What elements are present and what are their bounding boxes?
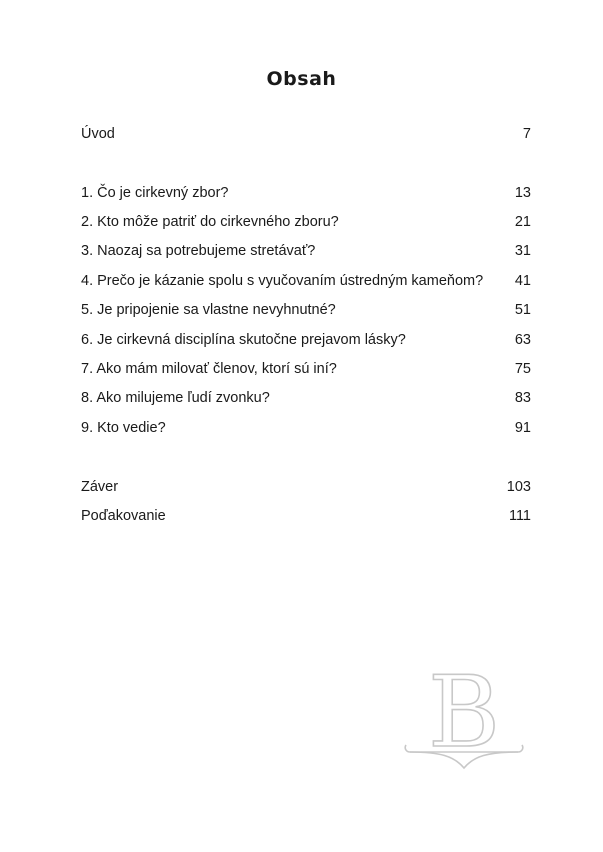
- toc-entry-page: 21: [514, 214, 531, 230]
- page-title: Obsah: [266, 68, 337, 90]
- toc-entry-label: 5. Je pripojenie sa vlastne nevyhnutné?: [81, 302, 336, 318]
- toc-entry-label: 9. Kto vedie?: [81, 420, 166, 436]
- toc-entry-label: 1. Čo je cirkevný zbor?: [81, 185, 229, 201]
- toc-entry-chapter-3[interactable]: [81, 240, 531, 262]
- toc-entry-page: 63: [514, 332, 531, 348]
- toc-entry-label: 2. Kto môže patriť do cirkevného zboru?: [81, 214, 339, 230]
- toc-entry-page: 83: [514, 390, 531, 406]
- toc-entry-chapter-8[interactable]: [81, 387, 531, 409]
- toc-entry-chapter-4[interactable]: [81, 270, 531, 292]
- toc-entry-chapter-9[interactable]: [81, 417, 531, 439]
- toc-entry-podakovanie[interactable]: [81, 505, 531, 527]
- toc-entry-uvod[interactable]: [81, 123, 531, 145]
- toc-entry-page: 31: [514, 243, 531, 259]
- toc-entry-page: 51: [514, 302, 531, 318]
- toc-entry-label: 6. Je cirkevná disciplína skutočne prejavom lásky?: [81, 332, 406, 348]
- publisher-b-logo-icon: [400, 668, 528, 776]
- toc-entry-page: 91: [514, 420, 531, 436]
- logo-letter: B: [427, 668, 501, 770]
- toc-entry-zaver[interactable]: [81, 476, 531, 498]
- toc-entry-page: 13: [514, 185, 531, 201]
- toc-entry-label: 8. Ako milujeme ľudí zvonku?: [81, 390, 270, 406]
- toc-entry-label: 3. Naozaj sa potrebujeme stretávať?: [81, 243, 316, 259]
- toc-entry-label: 4. Prečo je kázanie spolu s vyučovaním ústredným kameňom?: [81, 273, 484, 289]
- toc-entry-chapter-7[interactable]: [81, 358, 531, 380]
- toc-entry-chapter-1[interactable]: [81, 182, 531, 204]
- toc-entry-label: Poďakovanie: [81, 508, 166, 524]
- toc-entry-label: Úvod: [81, 126, 115, 142]
- toc-entry-page: 41: [514, 273, 531, 289]
- toc-entry-label: 7. Ako mám milovať členov, ktorí sú iní?: [81, 361, 337, 377]
- toc-entry-chapter-6[interactable]: [81, 329, 531, 351]
- toc-entry-page: 111: [508, 508, 531, 524]
- toc-entry-page: 103: [506, 479, 531, 495]
- toc-entry-chapter-5[interactable]: [81, 299, 531, 321]
- toc-entry-page: 7: [522, 126, 531, 142]
- toc-entry-chapter-2[interactable]: [81, 211, 531, 233]
- toc-entry-page: 75: [514, 361, 531, 377]
- toc-entry-label: Záver: [81, 479, 119, 495]
